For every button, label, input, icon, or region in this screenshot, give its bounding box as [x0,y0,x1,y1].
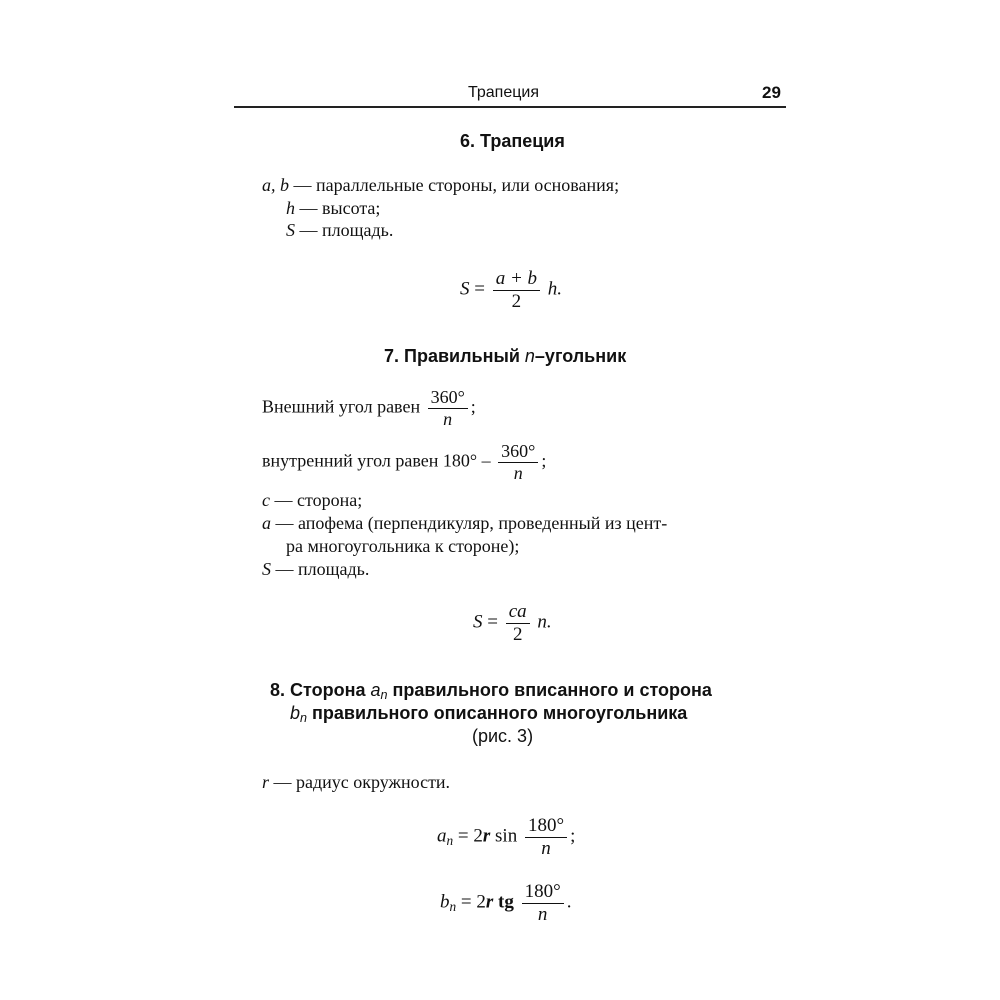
title-var: n [524,346,535,366]
text-radius: — радиус окружности. [269,772,451,792]
trapezoid-area-formula [460,268,562,313]
fraction-numerator: 180° [522,881,564,904]
fraction-denominator: n [537,903,548,925]
apothem-line [262,513,667,534]
fraction-numerator: ca [506,601,530,624]
area-line [262,559,369,580]
title-post: правильного описанного многоугольника [307,703,688,723]
interior-angle-line [262,441,546,483]
fraction [498,441,538,483]
formula-tail: . [566,891,572,913]
formula-r: r [482,825,491,847]
formula-r: r [485,891,494,913]
header-rule [234,106,786,108]
formula-fn: tg [493,891,514,913]
formula-tail: h. [547,278,563,300]
var-h: h [286,198,295,218]
polygon-area-formula [473,601,552,646]
formula-lhs: b [440,891,450,913]
formula-eq: = [487,611,498,633]
formula-tail: n. [537,611,552,633]
title-pre: 8. Сторона [270,680,371,700]
formula-tail: ; [570,825,576,847]
radius-line [262,772,450,793]
formula-lhs: S [473,611,483,633]
int-text: внутренний угол равен 180° – [262,450,491,471]
formula-eq: = 2 [457,825,483,847]
ext-tail: ; [470,396,476,417]
text-bases: — параллельные стороны, или основания; [289,175,620,195]
fraction-denominator: n [513,462,523,483]
fraction-denominator: 2 [512,623,523,645]
var-ab: a, b [262,175,289,195]
title-post: правильного вписанного и сторона [387,680,712,700]
page-number: 29 [762,83,781,102]
title-var: a [370,680,381,700]
var-c: c [262,490,270,510]
title-sub: n [380,688,388,703]
section-6-title: 6. Трапеция [460,131,565,151]
fraction [506,601,530,646]
fraction [428,387,468,429]
formula-lhs: S [460,278,470,300]
section-8-figure-ref: (рис. 3) [472,726,534,746]
title-pre: 7. Правильный [384,346,525,366]
exterior-angle-line [262,387,476,429]
text-side: — сторона; [270,490,363,510]
fraction-numerator: 180° [525,815,567,838]
fraction-denominator: 2 [511,290,522,312]
fraction-numerator: 360° [428,387,468,409]
formula-sub: n [449,899,457,915]
title-var: b [290,703,301,723]
fraction [493,268,540,313]
section-8-title-line-1 [270,680,712,702]
formula-eq: = [474,278,485,300]
sec6-line-area [286,220,393,241]
var-r: r [262,772,270,792]
text-height: — высота; [295,198,381,218]
apothem-line-2: ра многоугольника к стороне); [286,536,520,556]
sec6-line-bases [262,175,619,196]
formula-lhs: a [437,825,447,847]
side-line [262,490,362,511]
section-8-title-line-2 [290,703,687,725]
title-sub: n [300,711,308,726]
fraction [522,881,564,926]
fraction-numerator: 360° [498,441,538,463]
inscribed-side-formula [437,815,575,860]
title-post: –угольник [534,346,627,366]
var-a: a [262,513,271,533]
formula-eq: = 2 [460,891,486,913]
formula-sub: n [446,833,454,849]
fraction-denominator: n [443,408,453,429]
formula-fn: sin [490,825,518,847]
running-title: Трапеция [468,84,539,101]
var-S: S [262,559,271,579]
ext-text: Внешний угол равен [262,396,421,417]
fraction [525,815,567,860]
int-tail: ; [541,450,547,471]
text-area: — площадь. [295,220,394,240]
sec6-line-height [286,198,380,219]
var-S: S [286,220,295,240]
fraction-denominator: n [541,837,551,859]
text-area: — площадь. [271,559,370,579]
text-apothem: — апофема (перпендикуляр, проведенный из цент- [271,513,668,533]
circumscribed-side-formula [440,881,571,926]
fraction-numerator: a + b [493,268,540,291]
section-7-title [384,346,626,367]
